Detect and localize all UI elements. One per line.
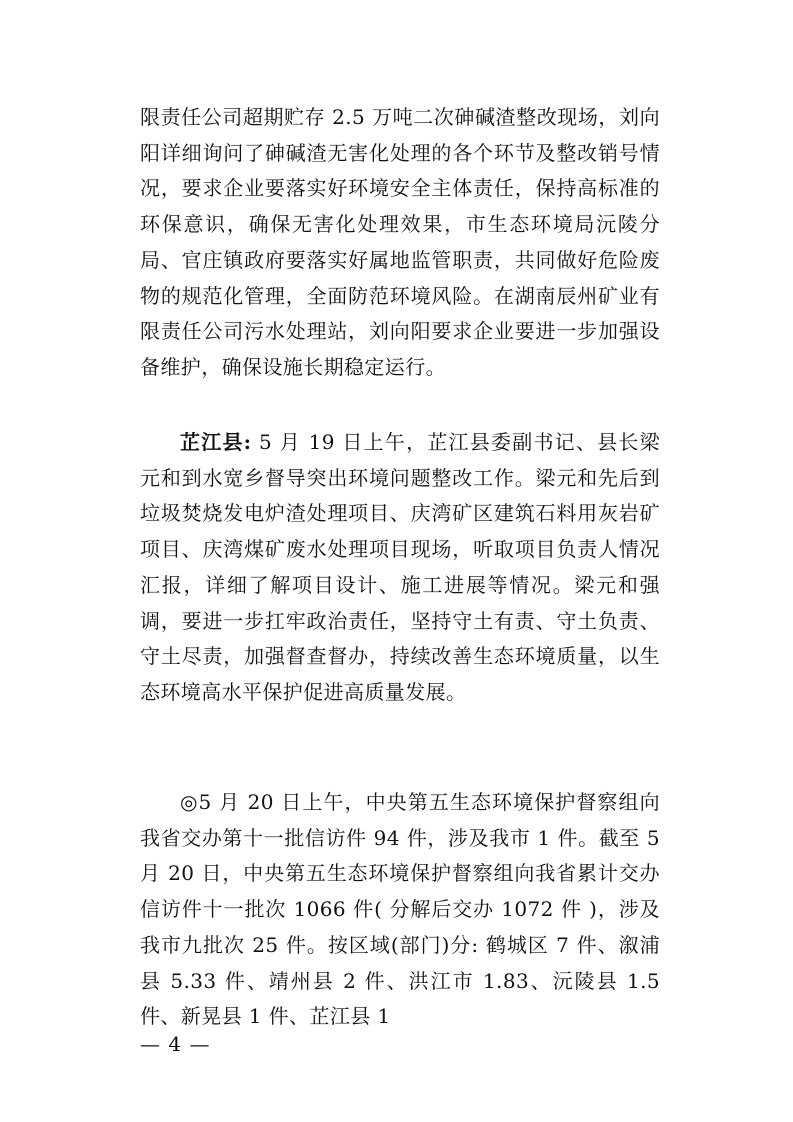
paragraph-petition-summary: ◎5 月 20 日上午，中央第五生态环境保护督察组向我省交办第十一批信访件 94 件，涉及我市 1 件。截至 5 月 20 日，中央第五生态环境保护督察组向我省累计交办信访件十一批次 1066 件( 分解后交办 1072 件 )，涉及我市九批次 25 件。按区域(部门)分: 鹤城区 7 件、溆浦县 5.33 件、靖州县 2 件、洪江市 1.83、沅陵县 1.5 件、新晃县 1 件、芷江县 1 [140, 790, 660, 1029]
paragraph-zhijiang-body: 5 月 19 日上午，芷江县委副书记、县长梁元和到水宽乡督导突出环境问题整改工作。梁元和先后到垃圾焚烧发电炉渣处理项目、庆湾矿区建筑石料用灰岩矿项目、庆湾煤矿废水处理项目现场，听取项目负责人情况汇报，详细了解项目设计、施工进展等情况。梁元和强调，要进一步扛牢政治责任，坚持守土有责、守土负责、守土尽责，加强督查督办，持续改善生态环境质量，以生态环境高水平保护促进高质量发展。 [140, 430, 660, 704]
paragraph-yuanling-inspection: 限责任公司超期贮存 2.5 万吨二次砷碱渣整改现场，刘向阳详细询问了砷碱渣无害化处理的各个环节及整改销号情况，要求企业要落实好环境安全主体责任，保持高标准的环保意识，确保无害化处理效果，市生态环境局沅陵分局、官庄镇政府要落实好属地监管职责，共同做好危险废物的规范化管理，全面防范环境风险。在湖南辰州矿业有限责任公司污水处理站，刘向阳要求企业要进一步加强设备维护，确保设施长期稳定运行。 [140, 105, 660, 379]
paragraph-zhijiang-county [140, 425, 660, 711]
paragraph-lead-zhijiang: 芷江县: [180, 430, 252, 454]
page-number: — 4 — [140, 1032, 211, 1056]
